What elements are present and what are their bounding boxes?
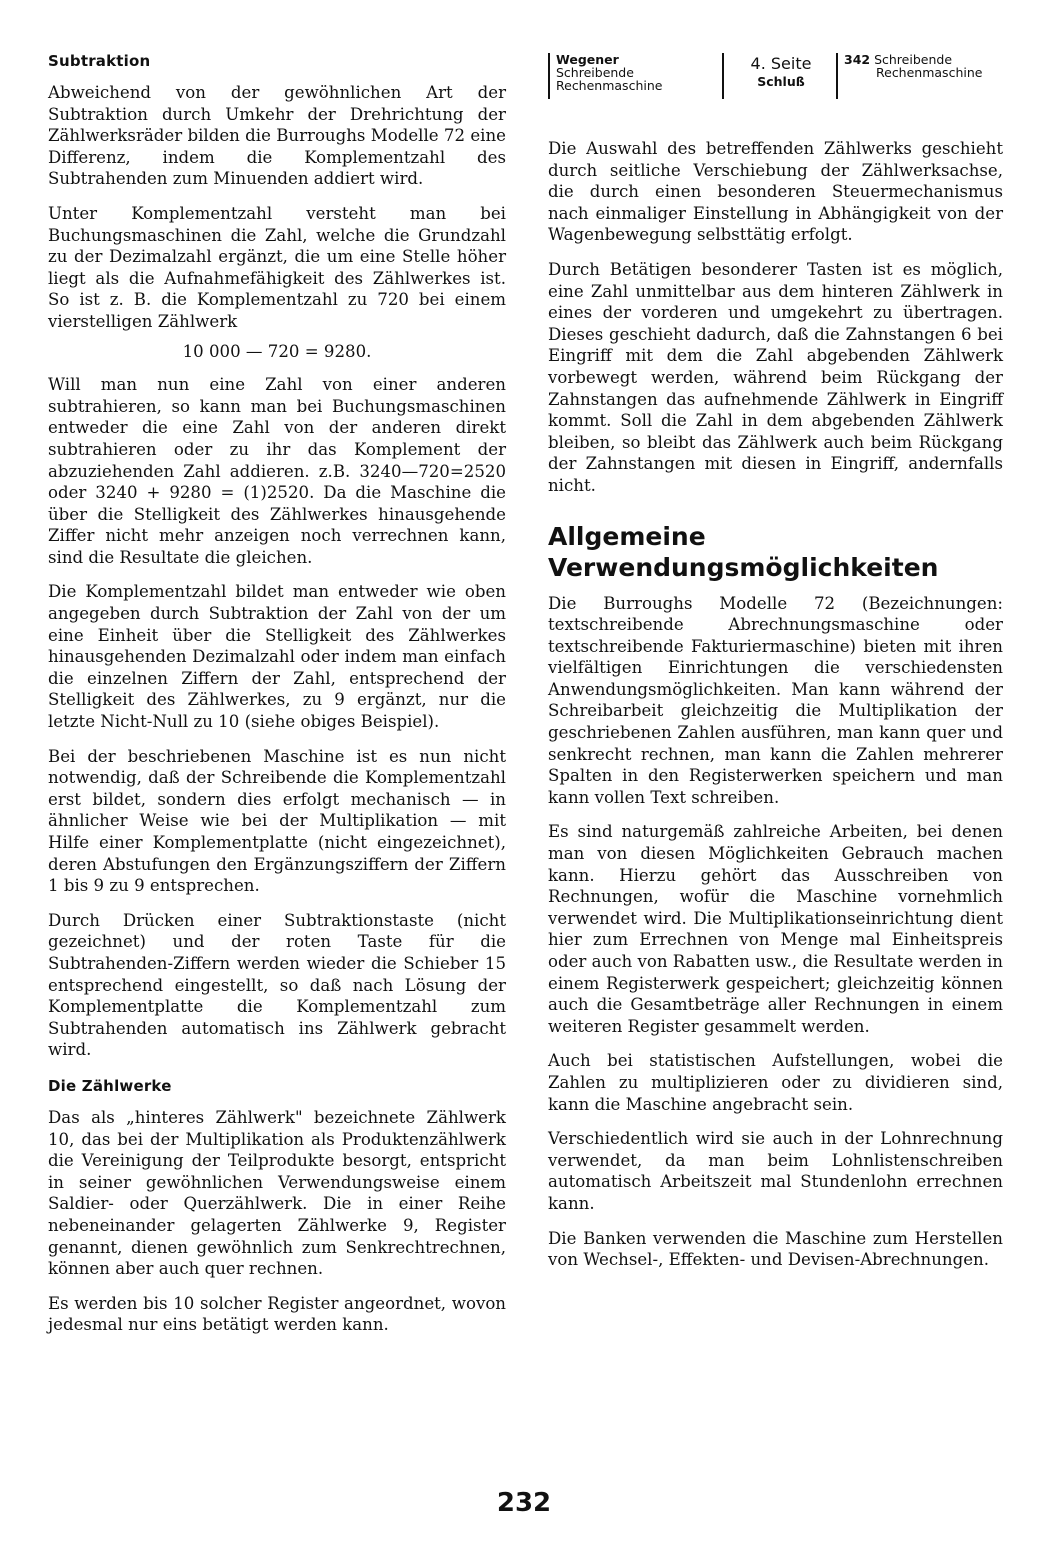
paragraph: Es werden bis 10 solcher Register angeordnet, wovon jedesmal nur eins betätigt werden kann.: [48, 1293, 506, 1335]
paragraph: Verschiedentlich wird sie auch in der Lohnrechnung verwendet, da man beim Lohnlistenschreiben automatisch Arbeitszeit mal Stundenlohn errechnen kann.: [548, 1129, 1003, 1213]
header-index-line1: Schreibende: [874, 52, 953, 67]
heading-line: Verwendungsmöglichkeiten: [548, 552, 939, 582]
formula: 10 000 — 720 = 9280.: [182, 341, 372, 361]
header-author: Wegener: [556, 52, 619, 67]
paragraph: Das als „hinteres Zählwerk" bezeichnete Zählwerk 10, das bei der Multiplikation als Produktenzählwerk die Vereinigung der Teilprodukte besorgt, entspricht in seiner gewöhnlichen Verwendungsweise einem Saldier- oder Querzählwerk. Die in einer Reihe nebeneinander gelagerten Zählwerke 9, Register genannt, dienen gewöhnlich zum Senkrechtrechnen, können aber auch quer rechnen.: [48, 1107, 506, 1279]
header-title-block: [556, 53, 724, 99]
paragraph: Abweichend von der gewöhnlichen Art der Subtraktion durch Umkehr der Drehrichtung der Zählwerksräder bilden die Burroughs Modelle 72 eine Differenz, indem die Komplementzahl des Subtrahenden zum Minuenden addiert wird.: [48, 83, 506, 189]
header-index-block: [844, 53, 1000, 99]
paragraph: Die Banken verwenden die Maschine zum Herstellen von Wechsel-, Effekten- und Devisen-Abrechnungen.: [548, 1228, 1003, 1270]
header-topic-line2: Rechenmaschine: [556, 78, 663, 93]
paragraph: Durch Drücken einer Subtraktionstaste (nicht gezeichnet) und der roten Taste für die Subtrahenden-Ziffern werden wieder die Schieber 15 entsprechend eingestellt, so daß nach Lösung der Komplementplatte die Komplementzahl zum Subtrahenden automatisch ins Zählwerk gebracht wird.: [48, 910, 506, 1060]
header-page-label: 4. Seite: [750, 54, 812, 73]
paragraph: Die Komplementzahl bildet man entweder wie oben angegeben durch Subtraktion der Zahl von der um eine Einheit über die Stelligkeit des Zählwerkes hinausgehenden Dezimalzahl oder indem man einfach die einzelnen Ziffern der Zahl, entsprechend der Stelligkeit des Zählwerkes, zu 9 ergänzt, nur die letzte Nicht-Null zu 10 (siehe obiges Beispiel).: [48, 582, 506, 732]
header-page-block: [726, 53, 836, 99]
right-column: [548, 138, 1003, 1284]
header-divider: [836, 53, 838, 99]
running-header: [548, 53, 1000, 99]
paragraph: Unter Komplementzahl versteht man bei Buchungsmaschinen die Zahl, welche die Grundzahl zu der Dezimalzahl ergänzt, die um eine Stelle höher liegt als die Aufnahmefähigkeit des Zählwerkes ist. So ist z. B. die Komplementzahl zu 720 bei einem vierstelligen Zählwerk: [48, 203, 506, 331]
paragraph: Es sind naturgemäß zahlreiche Arbeiten, bei denen man von diesen Möglichkeiten Gebrauch machen kann. Hierzu gehört das Ausschreiben von Rechnungen, wofür die Maschine vornehmlich verwendet wird. Die Multiplikationseinrichtung dient hier zum Errechnen von Menge mal Einheitspreis oder auch von Rabatten usw., die Resultate werden in einem Registerwerk gespeichert; gleichzeitig können auch die Gesamtbeträge aller Rechnungen in einem weiteren Register gesammelt werden.: [548, 822, 1003, 1036]
section-heading-zaehlwerke: Die Zählwerke: [48, 1076, 172, 1095]
header-index-line2: Rechenmaschine: [876, 65, 983, 80]
header-topic-line1: Schreibende: [556, 65, 634, 80]
paragraph: Die Burroughs Modelle 72 (Bezeichnungen: textschreibende Abrechnungsmaschine oder textschreibende Fakturiermaschine) bieten mit ihren vielfältigen Einrichtungen die verschiedensten Anwendungsmöglichkeiten. Man kann während der Schreibarbeit gleichzeitig die Multiplikation der geschriebenen Zahlen ausführen, man kann quer und senkrecht rechnen, man kann die Zahlen mehrerer Spalten in den Registerwerken speichern und man kann vollen Text schreiben.: [548, 593, 1003, 807]
left-column: [48, 52, 506, 1349]
paragraph: Bei der beschriebenen Maschine ist es nun nicht notwendig, daß der Schreibende die Komplementzahl erst bildet, sondern dies erfolgt mechanisch — in ähnlicher Weise wie bei der Multiplikation — mit Hilfe einer Komplementplatte (nicht eingezeichnet), deren Abstufungen den Ergänzungsziffern der Ziffern 1 bis 9 zu 9 entsprechen.: [48, 746, 506, 896]
header-index-number: 342: [844, 52, 871, 67]
header-divider: [722, 53, 724, 99]
heading-line: Allgemeine: [548, 521, 706, 551]
section-heading-subtraktion: Subtraktion: [48, 52, 151, 70]
page-number: 232: [496, 1488, 552, 1518]
paragraph: Will man nun eine Zahl von einer anderen subtrahieren, so kann man bei Buchungsmaschinen entweder die eine Zahl von der anderen direkt subtrahieren oder zu ihr das Komplement der abzuziehenden Zahl addieren. z.B. 3240—720=2520 oder 3240 + 9280 = (1)2520. Da die Maschine die über die Stelligkeit des Zählwerkes hinausgehende Ziffer nicht mehr anzeigen noch verrechnen kann, sind die Resultate die gleichen.: [48, 375, 506, 567]
paragraph: Auch bei statistischen Aufstellungen, wobei die Zahlen zu multiplizieren oder zu dividieren sind, kann die Maschine angebracht sein.: [548, 1051, 1003, 1114]
paragraph: Durch Betätigen besonderer Tasten ist es möglich, eine Zahl unmittelbar aus dem hinteren Zählwerk in eines der vorderen und umgekehrt zu übertragen. Dieses geschieht dadurch, daß die Zahnstangen 6 bei Eingriff mit dem die Zahl abgebenden Zählwerk vorbewegt werden, während beim Rückgang der Zahnstangen das aufnehmende Zählwerk in Eingriff kommt. Soll die Zahl in dem abgebenden Zählwerk bleiben, so bleibt das Zählwerk auch beim Rückgang der Zahnstangen mit diesen in Eingriff, andernfalls nicht.: [548, 259, 1003, 495]
header-page-sub: Schluß: [757, 74, 805, 89]
paragraph: Die Auswahl des betreffenden Zählwerks geschieht durch seitliche Verschiebung der Zählwerksachse, die durch einen besonderen Steuermechanismus nach einmaliger Einstellung in Abhängigkeit von der Wagenbewegung selbsttätig erfolgt.: [548, 139, 1003, 245]
section-heading-verwendung: [548, 521, 1003, 583]
header-divider: [548, 53, 550, 99]
